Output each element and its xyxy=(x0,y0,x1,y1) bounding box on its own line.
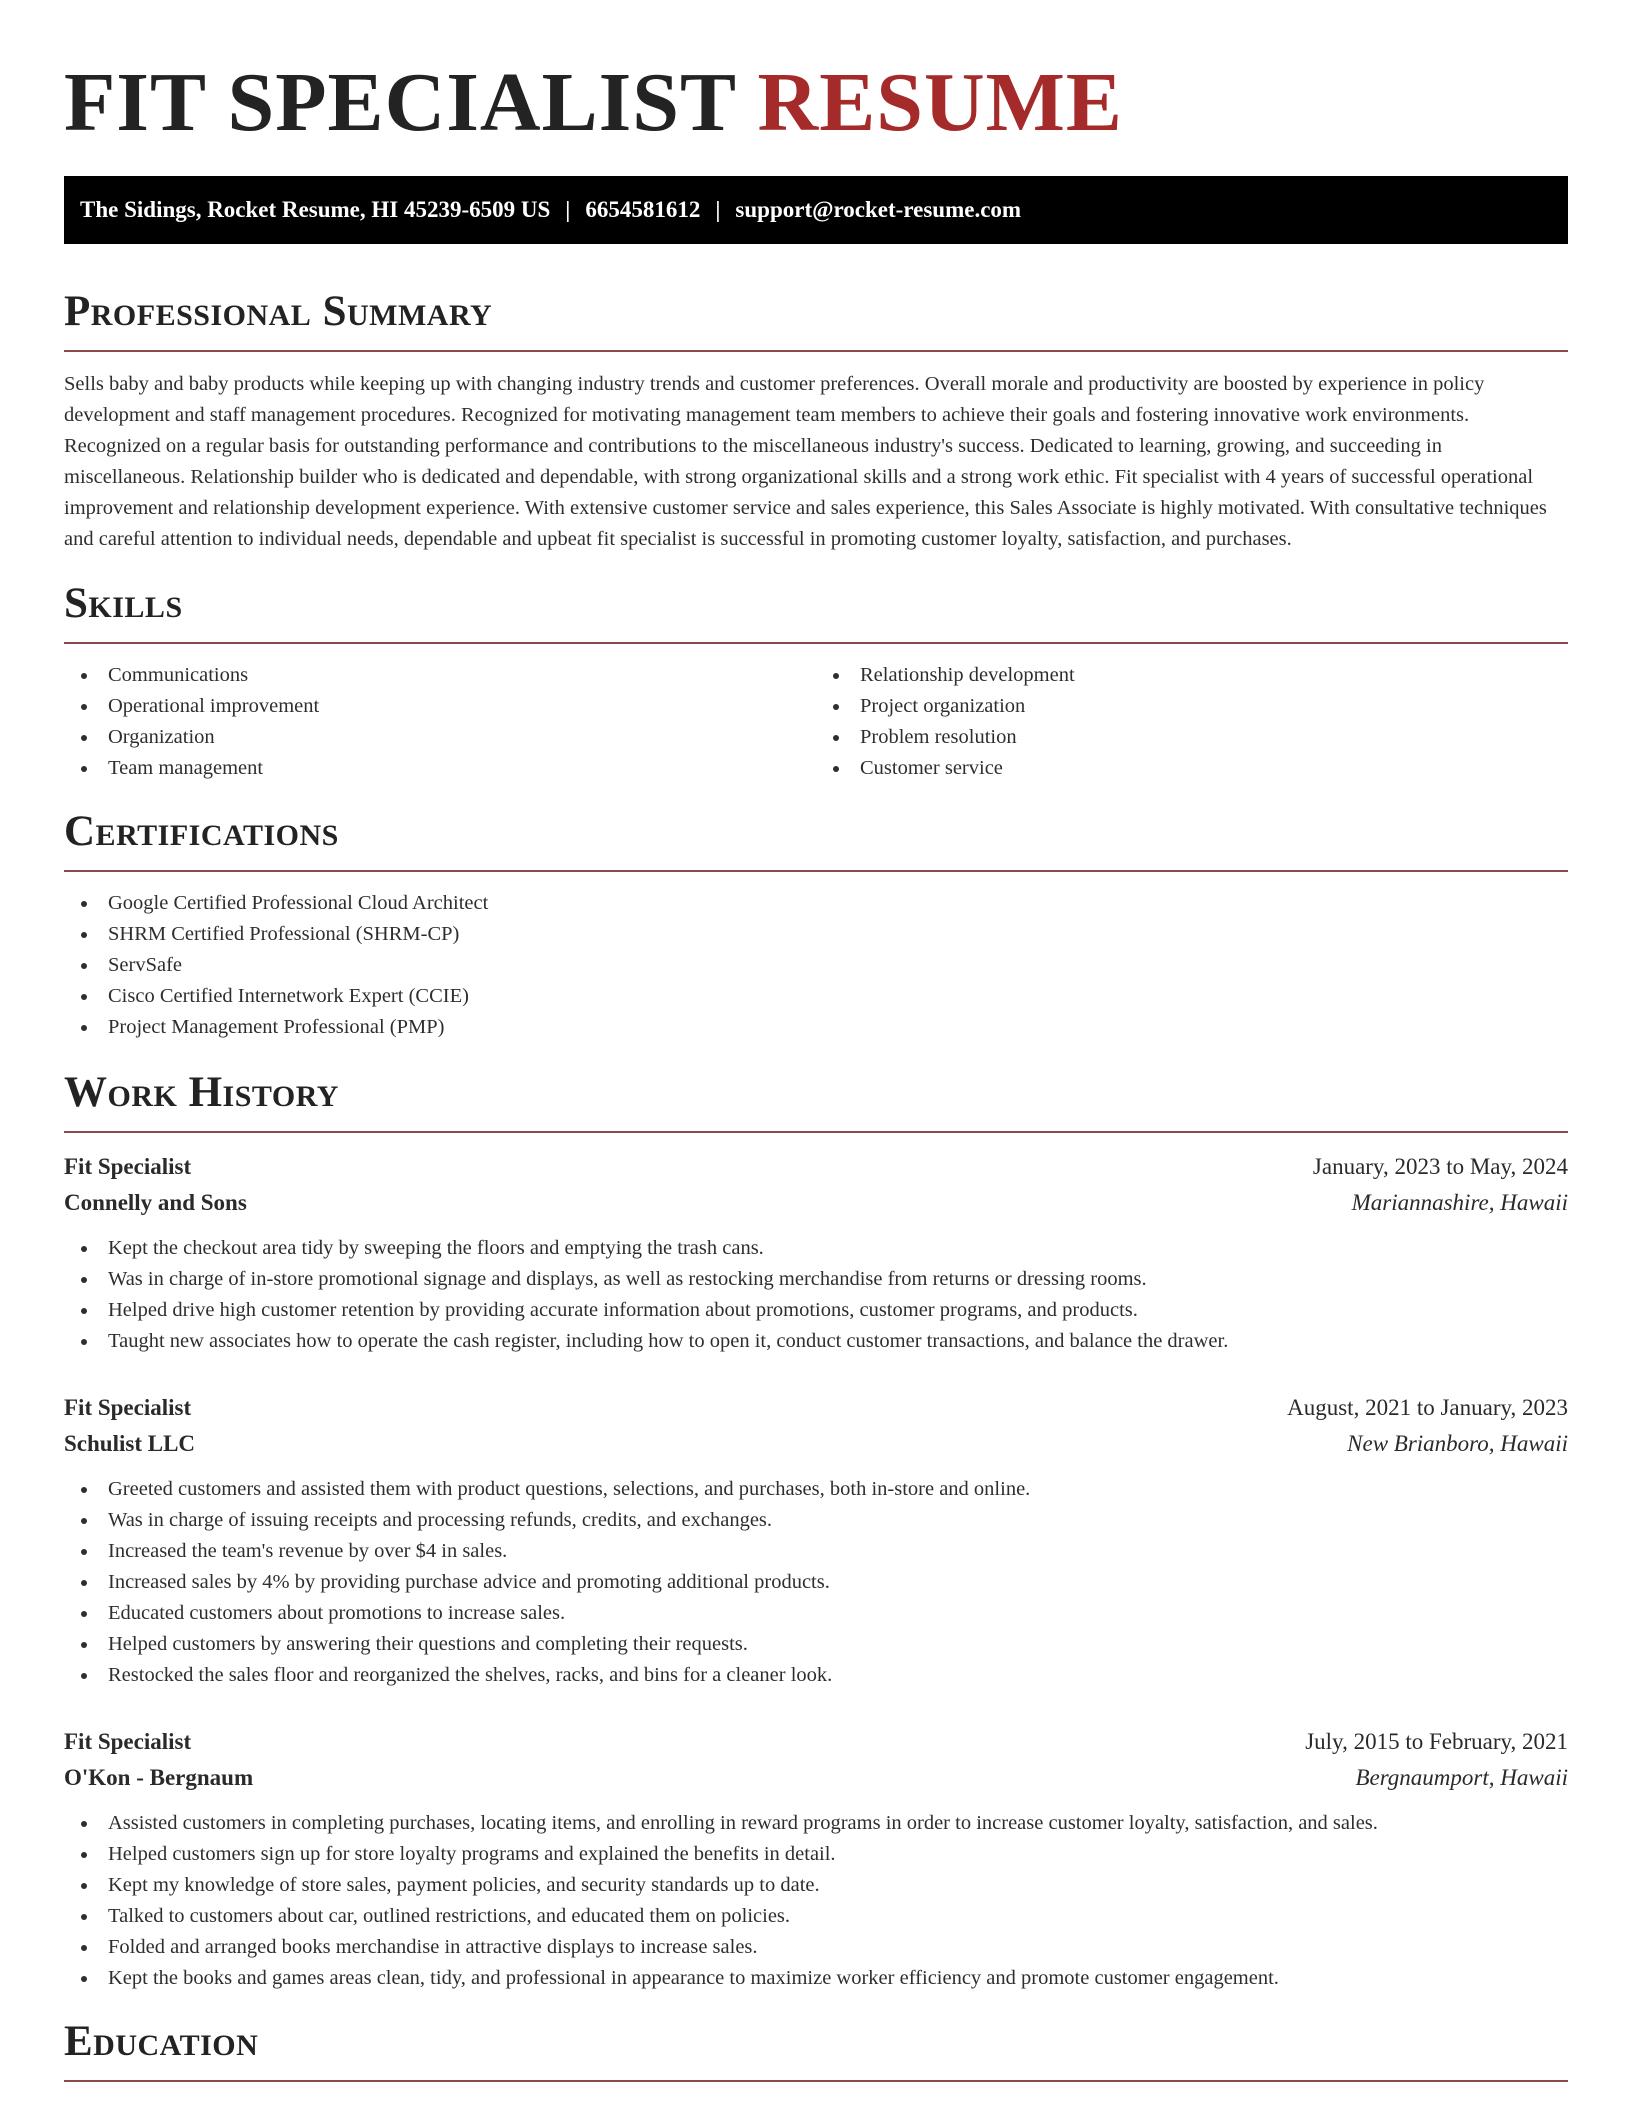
section-divider xyxy=(64,350,1568,352)
certification-item: ServSafe xyxy=(64,950,1568,981)
job-bullet: Was in charge of in-store promotional signage and displays, as well as restocking merchandise from returns or dressing rooms. xyxy=(64,1264,1568,1295)
job-dates: August, 2021 to January, 2023 xyxy=(1287,1395,1568,1420)
summary-text: Sells baby and baby products while keeping up with changing industry trends and customer preferences. Overall morale and productivity are boosted by experience in policy development and staff management procedures. Recognized for motivating management team members to achieve their goals and fostering innovative work environments. Recognized on a regular basis for outstanding performance and contributions to the miscellaneous industry's success. Dedicated to learning, growing, and succeeding in miscellaneous. Relationship builder who is dedicated and dependable, with strong organizational skills and a strong work ethic. Fit specialist with 4 years of successful operational improvement and relationship development experience. With extensive customer service and sales experience, this Sales Associate is highly motivated. With consultative techniques and careful attention to individual needs, dependable and upbeat fit specialist is successful in promoting customer loyalty, satisfaction, and purchases. xyxy=(64,373,1547,550)
summary-section xyxy=(64,288,1568,555)
job-header-row xyxy=(64,1390,1568,1426)
job-bullet: Was in charge of issuing receipts and processing refunds, credits, and exchanges. xyxy=(64,1505,1568,1536)
skill-item: Problem resolution xyxy=(816,722,1568,753)
contact-bar xyxy=(64,176,1568,244)
skill-item: Operational improvement xyxy=(64,691,816,722)
job-bullet: Kept my knowledge of store sales, payment policies, and security standards up to date. xyxy=(64,1870,1568,1901)
skill-item: Relationship development xyxy=(816,660,1568,691)
page-title xyxy=(64,0,1568,150)
job-bullet: Helped customers by answering their questions and completing their requests. xyxy=(64,1629,1568,1660)
section-title-work-history: Work History xyxy=(64,1069,339,1116)
skill-item: Organization xyxy=(64,722,816,753)
job-location: Bergnaumport, Hawaii xyxy=(1355,1765,1568,1790)
job-bullet-list xyxy=(64,1808,1568,1994)
job-header-row xyxy=(64,1149,1568,1185)
section-title-certifications: Certifications xyxy=(64,808,339,855)
job-bullet: Greeted customers and assisted them with product questions, selections, and purchases, both in-store and online. xyxy=(64,1474,1568,1505)
skill-item: Customer service xyxy=(816,753,1568,784)
contact-phone: 6654581612 xyxy=(585,197,701,222)
job-bullet: Kept the books and games areas clean, tidy, and professional in appearance to maximize worker efficiency and promote customer engagement. xyxy=(64,1963,1568,1994)
certification-item: Project Management Professional (PMP) xyxy=(64,1012,1568,1043)
skills-section xyxy=(64,580,1568,784)
work-history-section xyxy=(64,1069,1568,1994)
contact-email: support@rocket-resume.com xyxy=(735,197,1022,222)
job-bullet: Educated customers about promotions to increase sales. xyxy=(64,1598,1568,1629)
certification-item: SHRM Certified Professional (SHRM-CP) xyxy=(64,919,1568,950)
certifications-list xyxy=(64,888,1568,1043)
job-bullet: Kept the checkout area tidy by sweeping the floors and emptying the trash cans. xyxy=(64,1233,1568,1264)
job-dates: January, 2023 to May, 2024 xyxy=(1312,1154,1568,1179)
job-dates: July, 2015 to February, 2021 xyxy=(1305,1729,1568,1754)
education-section xyxy=(64,2018,1568,2082)
skill-item: Project organization xyxy=(816,691,1568,722)
job-bullet: Taught new associates how to operate the cash register, including how to open it, conduct customer transactions, and balance the drawer. xyxy=(64,1326,1568,1357)
skills-list-right xyxy=(816,660,1568,784)
title-accent: RESUME xyxy=(757,56,1123,149)
job-header-row xyxy=(64,1724,1568,1760)
job-bullet: Folded and arranged books merchandise in attractive displays to increase sales. xyxy=(64,1932,1568,1963)
job-bullet: Talked to customers about car, outlined restrictions, and educated them on policies. xyxy=(64,1901,1568,1932)
job-bullet-list xyxy=(64,1233,1568,1357)
contact-separator: | xyxy=(715,197,721,222)
certification-item: Cisco Certified Internetwork Expert (CCIE) xyxy=(64,981,1568,1012)
job-entry xyxy=(64,1390,1568,1691)
job-bullet: Increased the team's revenue by over $4 in sales. xyxy=(64,1536,1568,1567)
job-bullet: Assisted customers in completing purchases, locating items, and enrolling in reward programs in order to increase customer loyalty, satisfaction, and sales. xyxy=(64,1808,1568,1839)
job-company-row xyxy=(64,1760,1568,1796)
section-title-skills: Skills xyxy=(64,580,183,627)
certifications-section xyxy=(64,808,1568,1043)
title-main: FIT SPECIALIST xyxy=(64,56,736,149)
job-company: O'Kon - Bergnaum xyxy=(64,1765,254,1790)
job-company-row xyxy=(64,1185,1568,1221)
section-title-summary: Professional Summary xyxy=(64,288,493,335)
certification-item: Google Certified Professional Cloud Architect xyxy=(64,888,1568,919)
job-title: Fit Specialist xyxy=(64,1154,192,1179)
contact-address: The Sidings, Rocket Resume, HI 45239-6509 US xyxy=(80,197,551,222)
job-location: Mariannashire, Hawaii xyxy=(1351,1190,1568,1215)
skills-list-left xyxy=(64,660,816,784)
job-bullet-list xyxy=(64,1474,1568,1691)
skill-item: Team management xyxy=(64,753,816,784)
section-divider xyxy=(64,2080,1568,2082)
section-title-education: Education xyxy=(64,2018,259,2065)
job-company: Schulist LLC xyxy=(64,1431,196,1456)
section-divider xyxy=(64,1131,1568,1133)
section-divider xyxy=(64,870,1568,872)
job-title: Fit Specialist xyxy=(64,1395,192,1420)
skills-grid xyxy=(64,660,1568,784)
job-entry xyxy=(64,1724,1568,1994)
job-title: Fit Specialist xyxy=(64,1729,192,1754)
skill-item: Communications xyxy=(64,660,816,691)
job-company-row xyxy=(64,1426,1568,1462)
job-location: New Brianboro, Hawaii xyxy=(1347,1431,1568,1456)
job-bullet: Increased sales by 4% by providing purchase advice and promoting additional products. xyxy=(64,1567,1568,1598)
job-bullet: Restocked the sales floor and reorganized the shelves, racks, and bins for a cleaner look. xyxy=(64,1660,1568,1691)
job-bullet: Helped drive high customer retention by providing accurate information about promotions, customer programs, and products. xyxy=(64,1295,1568,1326)
job-company: Connelly and Sons xyxy=(64,1190,247,1215)
job-bullet: Helped customers sign up for store loyalty programs and explained the benefits in detail. xyxy=(64,1839,1568,1870)
contact-separator: | xyxy=(565,197,571,222)
section-divider xyxy=(64,642,1568,644)
job-entry xyxy=(64,1149,1568,1357)
